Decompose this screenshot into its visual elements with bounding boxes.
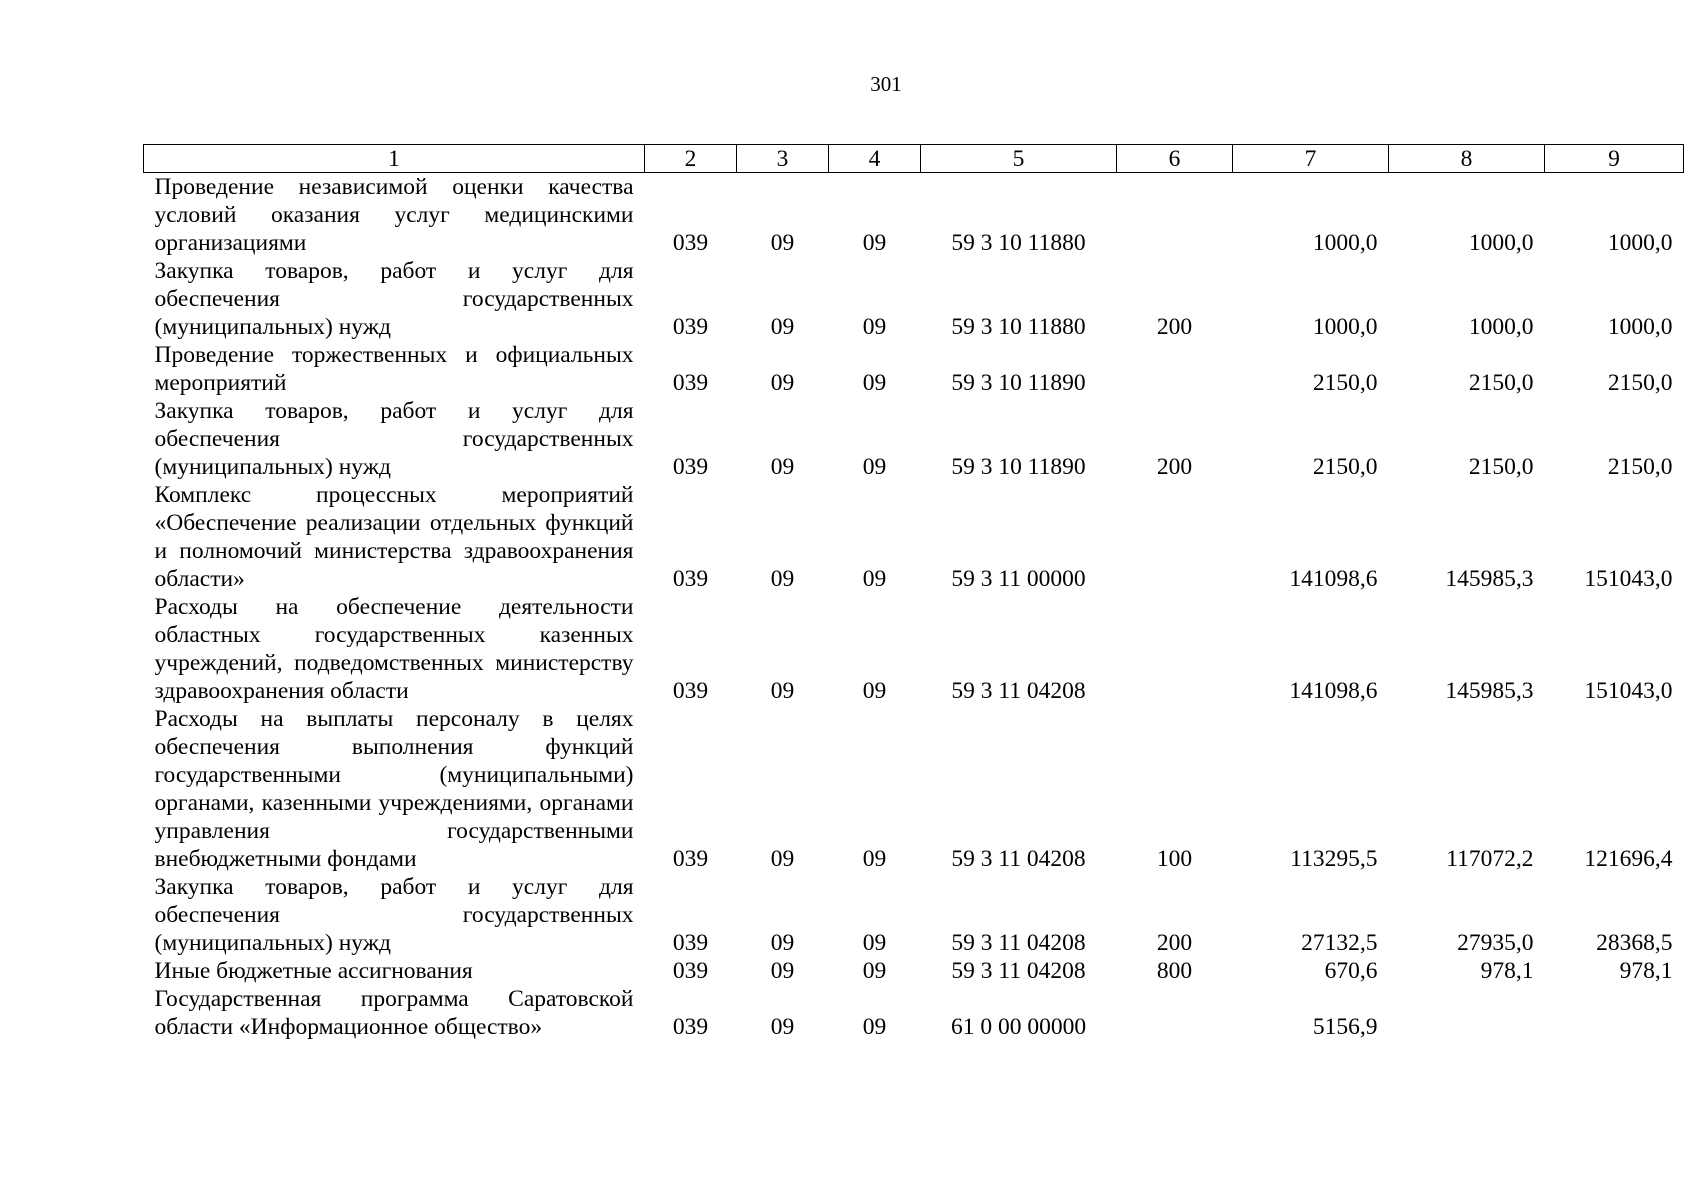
row-expense-type: 200 (1156, 454, 1193, 480)
row-value-col7: 141098,6 (1289, 566, 1378, 592)
row-target-article: 59 3 10 11880 (951, 314, 1086, 340)
row-subsection: 09 (862, 230, 887, 256)
row-section: 09 (770, 566, 795, 592)
table-row (144, 341, 1684, 397)
row-subsection: 09 (862, 454, 887, 480)
header-col-6: 6 (1117, 145, 1233, 173)
header-col-3: 3 (737, 145, 829, 173)
table-row (144, 481, 1684, 593)
row-subsection: 09 (862, 370, 887, 396)
row-section: 09 (770, 958, 795, 984)
row-value-col9: 978,1 (1619, 958, 1673, 984)
row-value-col7: 5156,9 (1312, 1014, 1378, 1040)
row-name: Проведение независимой оценки качества условий оказания услуг медицинскими организациями (154, 174, 634, 256)
row-section: 09 (770, 454, 795, 480)
row-target-article: 59 3 11 04208 (951, 678, 1086, 704)
row-value-col8: 117072,2 (1446, 846, 1534, 872)
table-row (144, 173, 1684, 258)
table-row (144, 593, 1684, 705)
row-name: Закупка товаров, работ и услуг для обеспечения государственных (муниципальных) нужд (154, 398, 634, 480)
row-name: Комплекс процессных мероприятий «Обеспечение реализации отдельных функций и полномочий министерства здравоохранения области» (154, 482, 634, 592)
header-row (144, 145, 1684, 173)
row-target-article: 59 3 11 04208 (951, 930, 1086, 956)
row-value-col7: 113295,5 (1290, 846, 1378, 872)
row-subsection: 09 (862, 566, 887, 592)
row-section: 09 (770, 846, 795, 872)
row-value-col7: 1000,0 (1312, 230, 1378, 256)
row-section: 09 (770, 370, 795, 396)
row-value-col8: 145985,3 (1445, 678, 1534, 704)
header-col-2: 2 (645, 145, 737, 173)
row-name: Закупка товаров, работ и услуг для обеспечения государственных (муниципальных) нужд (154, 874, 634, 956)
row-admin-code: 039 (672, 230, 709, 256)
header-col-7: 7 (1233, 145, 1389, 173)
row-section: 09 (770, 230, 795, 256)
row-value-col8: 2150,0 (1468, 370, 1534, 396)
row-value-col9: 151043,0 (1584, 678, 1673, 704)
row-expense-type: 100 (1156, 846, 1193, 872)
row-value-col9 (1545, 985, 1684, 1041)
row-value-col9: 151043,0 (1584, 566, 1673, 592)
row-subsection: 09 (862, 958, 887, 984)
row-section: 09 (770, 930, 795, 956)
row-admin-code: 039 (672, 314, 709, 340)
row-value-col9: 121696,4 (1584, 846, 1673, 872)
row-admin-code: 039 (672, 1014, 709, 1040)
row-value-col9: 1000,0 (1607, 230, 1673, 256)
row-expense-type: 800 (1156, 958, 1193, 984)
row-admin-code: 039 (672, 566, 709, 592)
header-col-4: 4 (829, 145, 921, 173)
row-name: Проведение торжественных и официальных мероприятий (154, 342, 634, 396)
row-subsection: 09 (862, 930, 887, 956)
row-value-col8: 2150,0 (1468, 454, 1534, 480)
row-value-col8: 145985,3 (1445, 566, 1534, 592)
row-expense-type: 200 (1156, 314, 1193, 340)
header-col-9: 9 (1545, 145, 1684, 173)
row-value-col7: 2150,0 (1312, 454, 1378, 480)
page-number: 301 (870, 72, 902, 96)
table-row (144, 397, 1684, 481)
row-value-col7: 27132,5 (1301, 930, 1378, 956)
row-target-article: 59 3 10 11880 (951, 230, 1086, 256)
row-expense-type (1117, 985, 1233, 1041)
row-target-article: 59 3 11 04208 (951, 958, 1086, 984)
row-value-col7: 1000,0 (1312, 314, 1378, 340)
row-section: 09 (770, 678, 795, 704)
row-expense-type (1117, 173, 1233, 258)
row-admin-code: 039 (672, 958, 709, 984)
row-admin-code: 039 (672, 678, 709, 704)
header-col-1: 1 (144, 145, 645, 173)
row-target-article: 59 3 10 11890 (951, 370, 1086, 396)
row-value-col8 (1389, 985, 1545, 1041)
row-subsection: 09 (862, 314, 887, 340)
row-admin-code: 039 (672, 370, 709, 396)
row-target-article: 59 3 11 00000 (951, 566, 1086, 592)
row-value-col7: 670,6 (1324, 958, 1378, 984)
row-subsection: 09 (862, 678, 887, 704)
table-row (144, 957, 1684, 985)
row-value-col8: 27935,0 (1457, 930, 1534, 956)
row-expense-type: 200 (1156, 930, 1193, 956)
table-row (144, 705, 1684, 873)
header-col-8: 8 (1389, 145, 1545, 173)
row-name: Иные бюджетные ассигнования (154, 958, 473, 984)
budget-table (143, 144, 1684, 1041)
row-name: Расходы на выплаты персоналу в целях обеспечения выполнения функций государственными (муниципальными) органами, казенными учреждениями, органами управления государственными внебюджетными фондами (154, 706, 634, 872)
row-expense-type (1117, 481, 1233, 593)
row-admin-code: 039 (672, 930, 709, 956)
row-value-col8: 1000,0 (1468, 314, 1534, 340)
row-name: Закупка товаров, работ и услуг для обеспечения государственных (муниципальных) нужд (154, 258, 634, 340)
row-section: 09 (770, 1014, 795, 1040)
row-admin-code: 039 (672, 846, 709, 872)
row-name: Государственная программа Саратовской области «Информационное общество» (154, 986, 634, 1040)
table-body (144, 173, 1684, 1042)
row-value-col9: 2150,0 (1607, 454, 1673, 480)
header-col-5: 5 (921, 145, 1117, 173)
row-value-col9: 28368,5 (1596, 930, 1673, 956)
table-row (144, 873, 1684, 957)
row-value-col9: 1000,0 (1607, 314, 1673, 340)
row-admin-code: 039 (672, 454, 709, 480)
row-name: Расходы на обеспечение деятельности областных государственных казенных учреждений, подведомственных министерству здравоохранения области (154, 594, 634, 704)
table-row (144, 985, 1684, 1041)
row-target-article: 59 3 10 11890 (951, 454, 1086, 480)
row-section: 09 (770, 314, 795, 340)
row-value-col9: 2150,0 (1607, 370, 1673, 396)
row-value-col8: 978,1 (1480, 958, 1534, 984)
row-subsection: 09 (862, 846, 887, 872)
table-row (144, 257, 1684, 341)
row-value-col7: 141098,6 (1289, 678, 1378, 704)
row-target-article: 59 3 11 04208 (951, 846, 1086, 872)
row-subsection: 09 (862, 1014, 887, 1040)
row-expense-type (1117, 593, 1233, 705)
table-header (144, 145, 1684, 173)
row-value-col8: 1000,0 (1468, 230, 1534, 256)
row-value-col7: 2150,0 (1312, 370, 1378, 396)
row-expense-type (1117, 341, 1233, 397)
row-target-article: 61 0 00 00000 (950, 1014, 1087, 1040)
